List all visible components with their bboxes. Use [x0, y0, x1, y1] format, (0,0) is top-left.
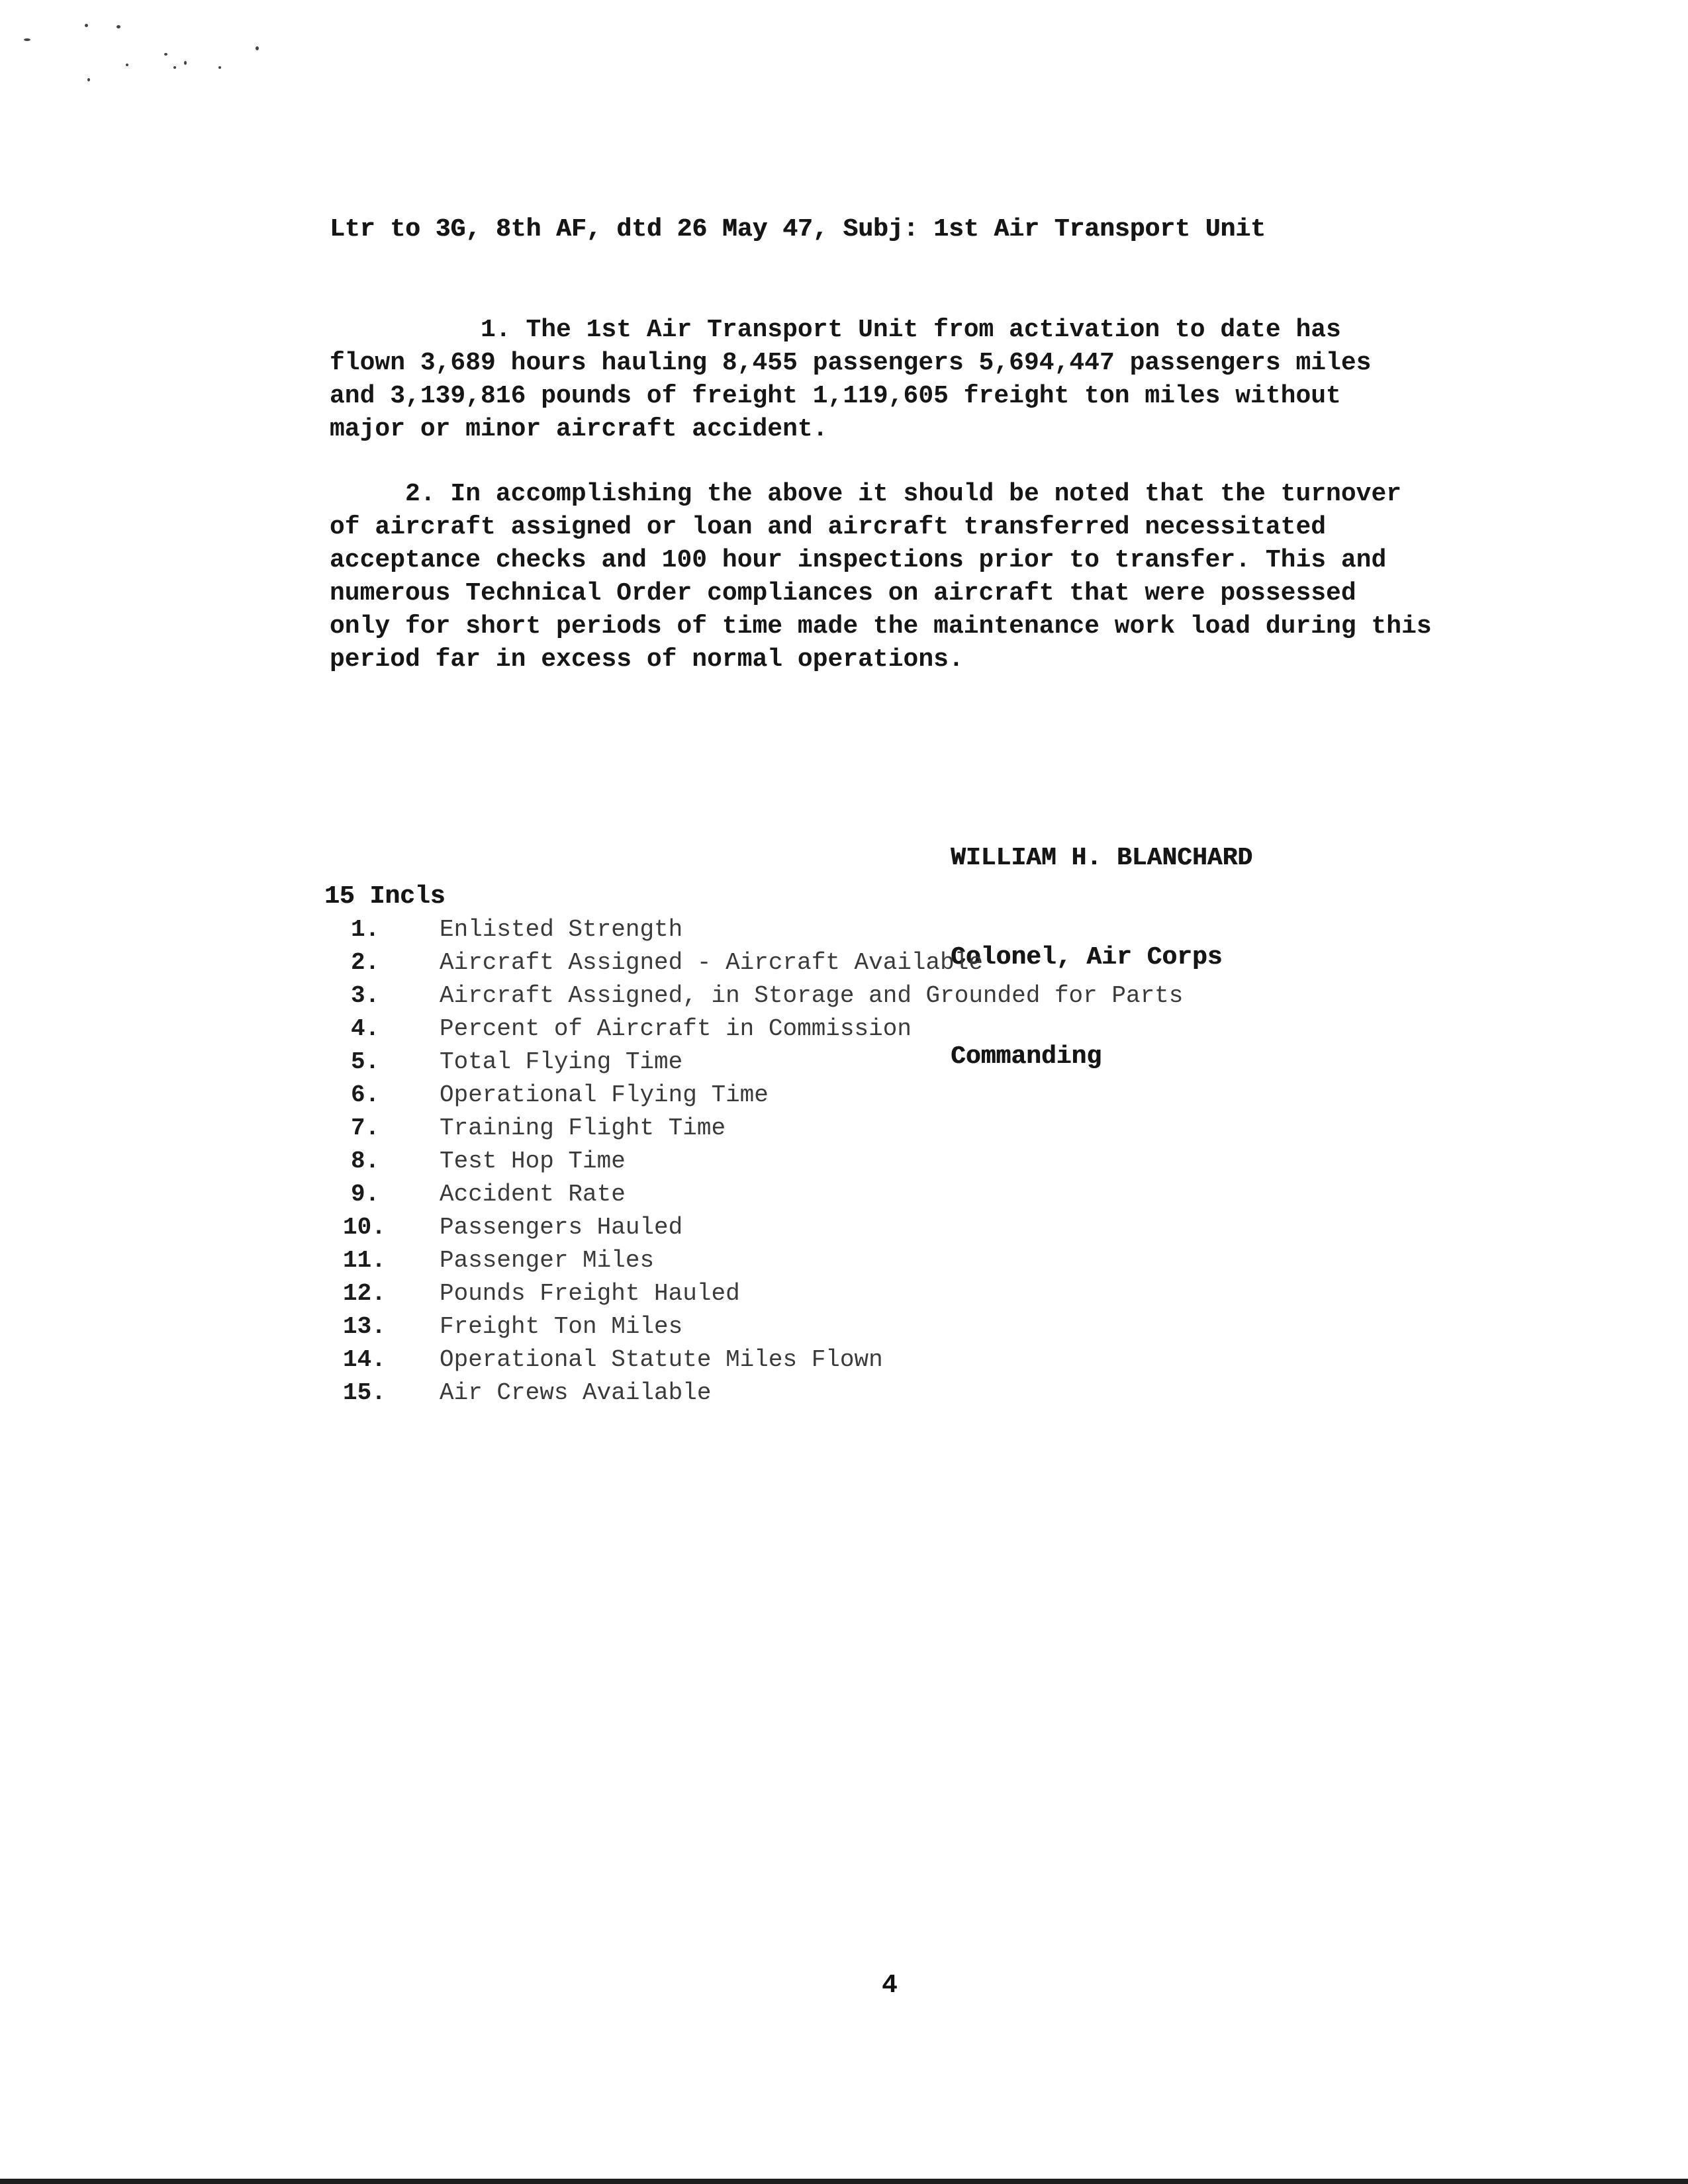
enclosure-item [351, 1178, 1183, 1211]
enclosure-text: Pounds Freight Hauled [440, 1280, 740, 1307]
scan-speck [87, 78, 90, 81]
enclosure-text: Training Flight Time [440, 1115, 726, 1142]
enclosure-item [351, 1079, 1183, 1112]
enclosure-text: Air Crews Available [440, 1379, 712, 1406]
enclosure-number: 2. [351, 949, 380, 976]
enclosure-number: 10. [343, 1214, 386, 1241]
enclosure-number: 6. [351, 1081, 380, 1109]
paragraph-line: 2. In accomplishing the above it should be noted that the turnover [330, 480, 1402, 508]
enclosure-number: 9. [351, 1181, 380, 1208]
enclosure-text: Passenger Miles [440, 1247, 655, 1274]
enclosure-item [343, 1377, 1183, 1410]
paragraph-line: major or minor aircraft accident. [330, 415, 828, 443]
paragraph-line: only for short periods of time made the maintenance work load during this [330, 612, 1432, 641]
scan-speck [117, 25, 120, 28]
enclosure-item [351, 946, 1183, 979]
page-number: 4 [882, 1971, 898, 2001]
enclosure-text: Passengers Hauled [440, 1214, 683, 1241]
scan-speck [164, 53, 167, 56]
signature-name: WILLIAM H. BLANCHARD [951, 844, 1253, 872]
enclosure-number: 4. [351, 1015, 380, 1042]
enclosure-item [343, 1343, 1183, 1377]
enclosure-text: Operational Statute Miles Flown [440, 1346, 883, 1373]
enclosure-number: 8. [351, 1148, 380, 1175]
scan-speck [173, 66, 176, 69]
signature-title: Commanding [951, 1042, 1102, 1071]
enclosures-list [343, 913, 1184, 1410]
subject-line: Ltr to 3G, 8th AF, dtd 26 May 47, Subj: 1st Air Transport Unit [330, 215, 1266, 244]
enclosure-item [343, 1211, 1183, 1244]
scan-bottom-edge [0, 2179, 1688, 2184]
enclosure-item [351, 1112, 1183, 1145]
enclosure-number: 7. [351, 1115, 380, 1142]
enclosure-text: Test Hop Time [440, 1148, 626, 1175]
enclosure-item [343, 1244, 1183, 1277]
enclosure-text: Total Flying Time [440, 1048, 683, 1075]
enclosure-number: 1. [351, 916, 380, 943]
signature-rank: Colonel, Air Corps [951, 943, 1223, 972]
enclosure-item [351, 1046, 1183, 1079]
scan-speck [126, 64, 128, 66]
enclosure-text: Percent of Aircraft in Commission [440, 1015, 912, 1042]
scan-speck [218, 66, 221, 69]
enclosure-item [343, 1277, 1183, 1310]
scan-speck [184, 61, 187, 65]
paragraph-line: period far in excess of normal operations. [330, 645, 964, 674]
enclosure-number: 11. [343, 1247, 386, 1274]
scan-speck [85, 24, 88, 27]
paragraph-line: of aircraft assigned or loan and aircraft transferred necessitated [330, 513, 1327, 541]
enclosures-heading: 15 Incls [324, 882, 445, 911]
enclosure-text: Operational Flying Time [440, 1081, 769, 1109]
enclosure-item [343, 1310, 1183, 1343]
enclosure-number: 5. [351, 1048, 380, 1075]
enclosure-number: 13. [343, 1313, 386, 1340]
paragraph-line: and 3,139,816 pounds of freight 1,119,605 freight ton miles without [330, 382, 1341, 410]
enclosure-text: Enlisted Strength [440, 916, 683, 943]
scan-speck [256, 46, 259, 50]
enclosure-item [351, 979, 1183, 1013]
paragraph-2 [330, 478, 1541, 676]
enclosure-text: Accident Rate [440, 1181, 626, 1208]
enclosure-item [351, 1013, 1183, 1046]
scan-speck [24, 38, 30, 41]
enclosure-text: Aircraft Assigned, in Storage and Grounded for Parts [440, 982, 1184, 1009]
enclosure-text: Aircraft Assigned - Aircraft Available [440, 949, 983, 976]
enclosure-number: 3. [351, 982, 380, 1009]
paragraph-line: 1. The 1st Air Transport Unit from activation to date has [330, 316, 1341, 344]
enclosure-item [351, 913, 1183, 946]
enclosure-number: 14. [343, 1346, 386, 1373]
enclosure-item [351, 1145, 1183, 1178]
paragraph-line: flown 3,689 hours hauling 8,455 passengers 5,694,447 passengers miles [330, 349, 1372, 377]
paragraph-line: acceptance checks and 100 hour inspections prior to transfer. This and [330, 546, 1387, 574]
enclosure-number: 12. [343, 1280, 386, 1307]
paragraph-1 [330, 314, 1541, 446]
enclosure-text: Freight Ton Miles [440, 1313, 683, 1340]
enclosure-number: 15. [343, 1379, 386, 1406]
paragraph-line: numerous Technical Order compliances on aircraft that were possessed [330, 579, 1356, 608]
